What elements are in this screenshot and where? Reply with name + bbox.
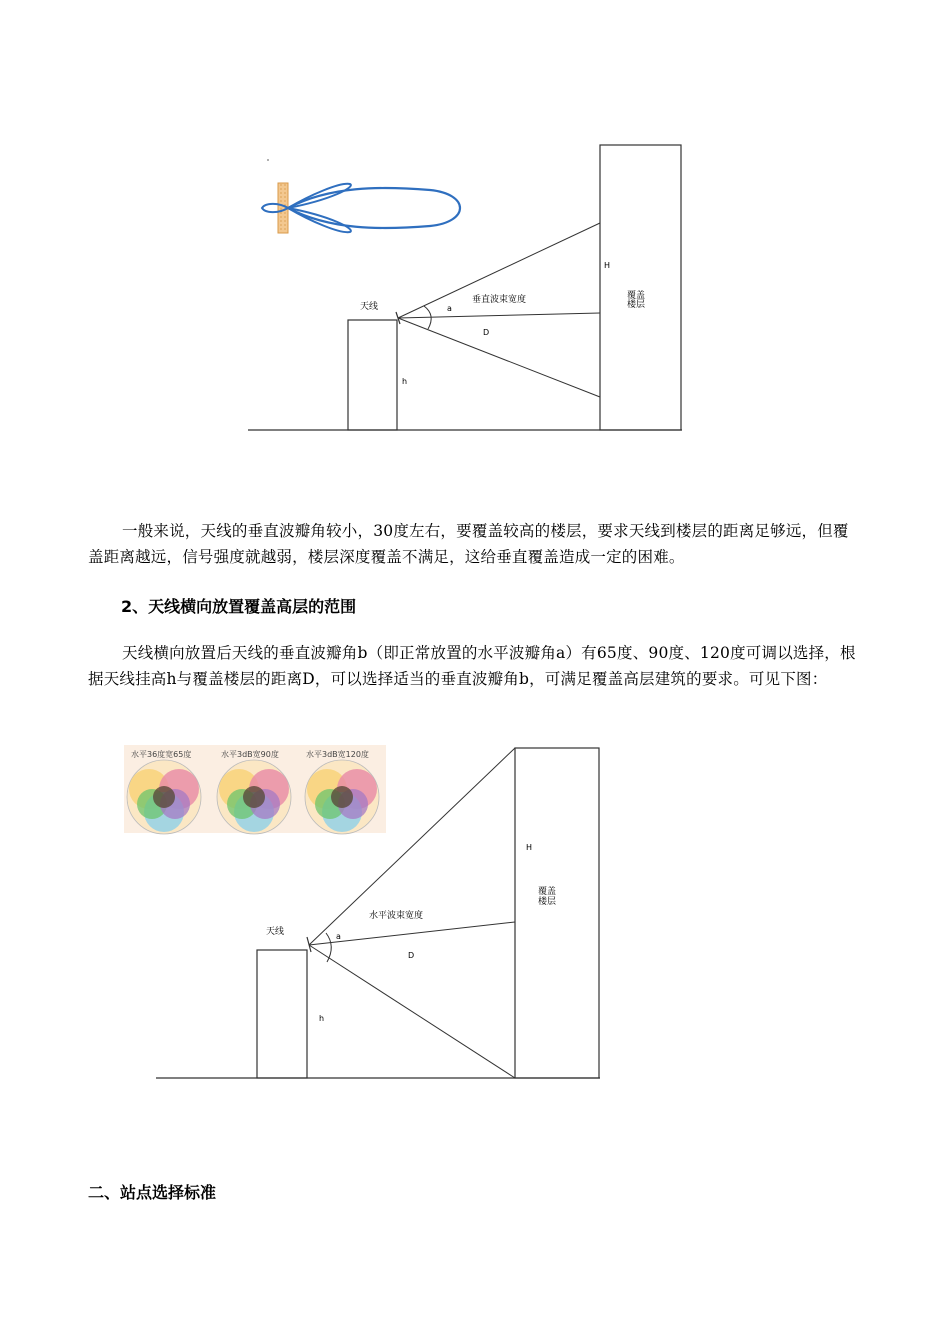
section-heading: 2、天线横向放置覆盖高层的范围 — [121, 597, 357, 616]
building-height-label-2: H — [526, 843, 533, 852]
paragraph-2: 天线横向放置后天线的垂直波瓣角b（即正常放置的水平波瓣角a）有65度、90度、120度可调以选择，根据天线挂高h与覆盖楼层的距离D，可以选择适当的垂直波瓣角b，可满足覆盖高层建筑的要求。可见下图： — [88, 644, 856, 688]
pattern-chart-120 — [305, 760, 379, 834]
angle-label: a — [447, 304, 452, 313]
radiation-pattern-icon — [262, 159, 460, 233]
pattern-label-120: 水平3dB宽120度 — [306, 750, 369, 759]
pattern-label-90: 水平3dB宽90度 — [221, 750, 279, 759]
building-height-label: H — [604, 261, 611, 270]
pattern-label-65: 水平36度宽65度 — [131, 750, 192, 759]
angle-label-2: a — [336, 932, 341, 941]
building-label-2: 楼层 — [627, 300, 646, 310]
building-label-2-1: 覆盖 — [538, 887, 557, 897]
chapter-heading: 二、站点选择标准 — [88, 1183, 217, 1202]
antenna-height-label: h — [402, 377, 408, 386]
beam-width-label: 垂直波束宽度 — [472, 295, 527, 305]
horizontal-coverage-diagram — [0, 730, 950, 1100]
distance-label: D — [483, 328, 490, 337]
vertical-coverage-diagram — [0, 0, 950, 460]
antenna-label-2: 天线 — [266, 927, 285, 937]
pattern-chart-90 — [217, 760, 291, 834]
pattern-chart-65 — [127, 760, 201, 834]
building-label-2-2: 楼层 — [538, 897, 557, 907]
building-label-1: 覆盖 — [627, 291, 646, 301]
paragraph-1: 一般来说，天线的垂直波瓣角较小，30度左右，要覆盖较高的楼层，要求天线到楼层的距离足够远，但覆盖距离越远，信号强度就越弱，楼层深度覆盖不满足，这给垂直覆盖造成一定的困难。 — [88, 522, 849, 566]
antenna-height-label-2: h — [319, 1014, 325, 1023]
antenna-label: 天线 — [360, 302, 379, 312]
distance-label-2: D — [408, 951, 415, 960]
beam-width-label-2: 水平波束宽度 — [369, 911, 424, 921]
